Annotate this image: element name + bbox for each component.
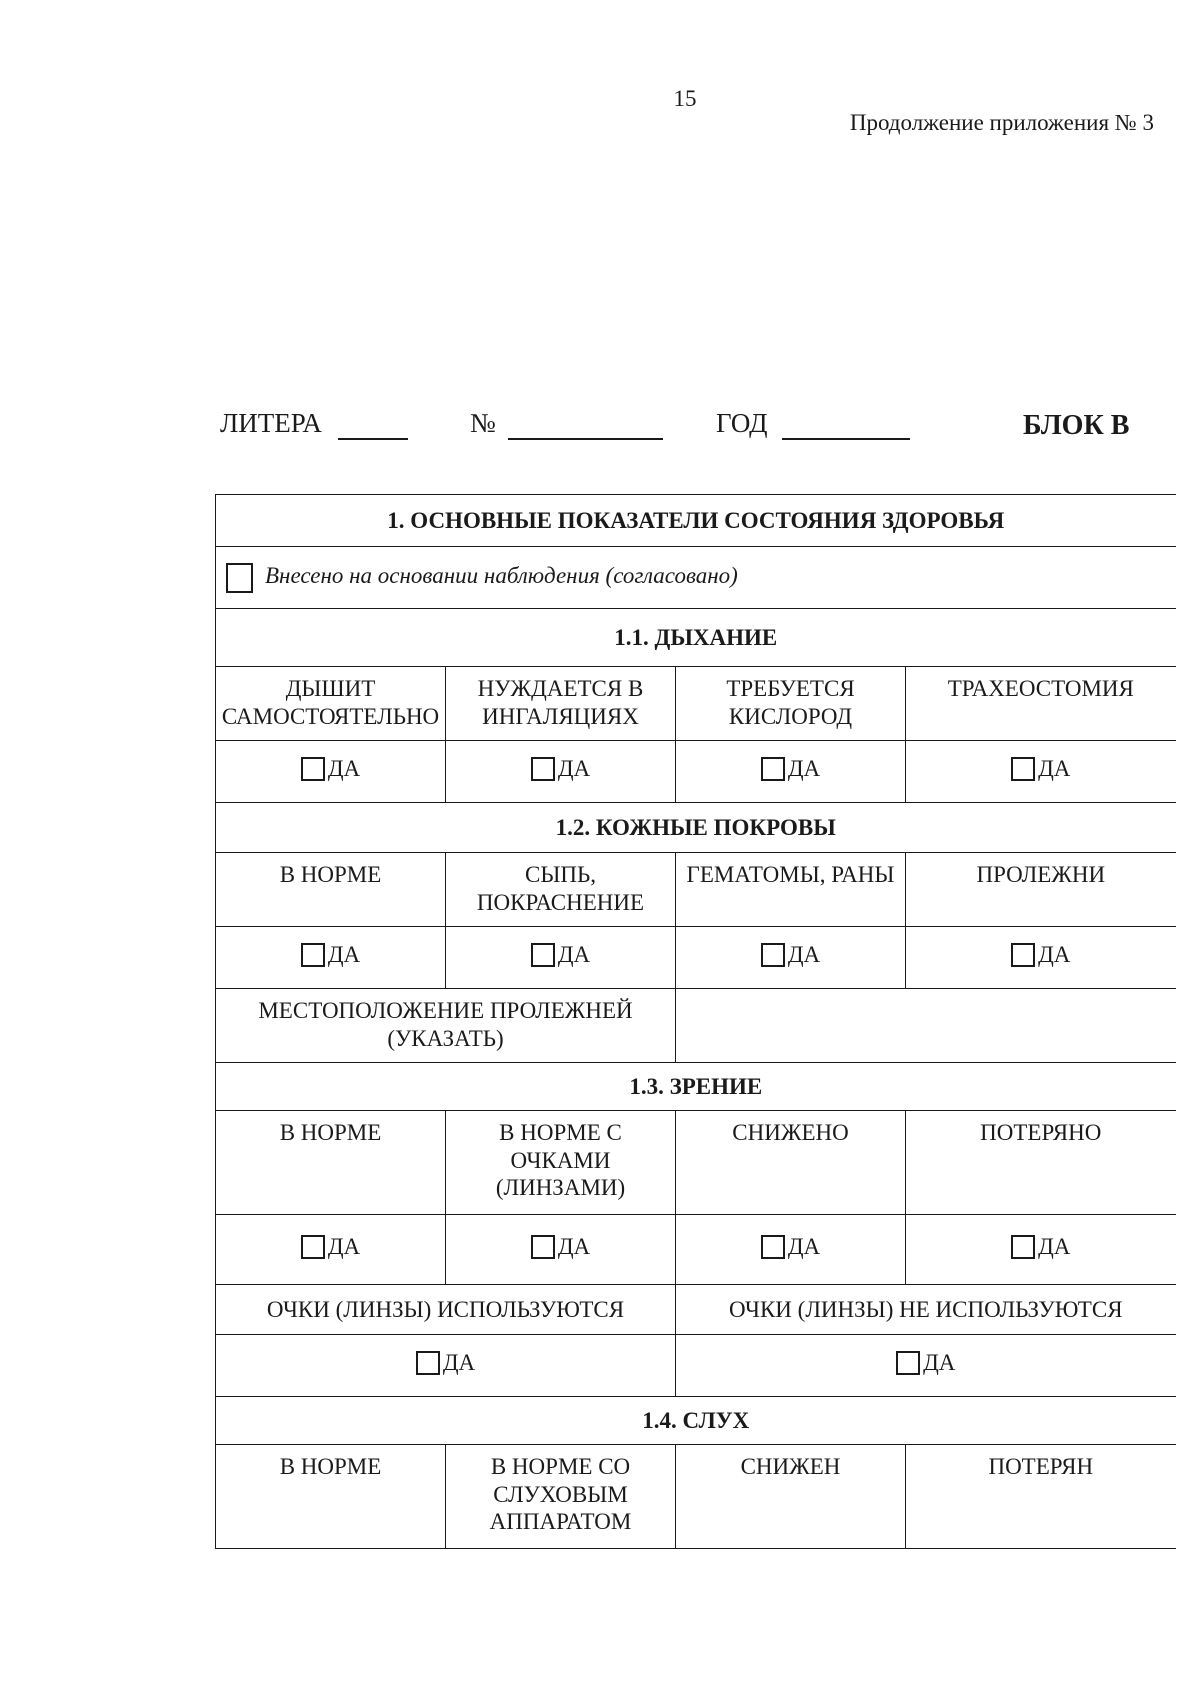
glasses-used-label: ОЧКИ (ЛИНЗЫ) ИСПОЛЬЗУЮТСЯ	[216, 1285, 676, 1335]
hearing-title: 1.4. СЛУХ	[216, 1397, 1176, 1445]
checkbox-label: ДА	[787, 942, 821, 968]
checkbox[interactable]	[1011, 943, 1035, 967]
checkbox[interactable]	[301, 1235, 325, 1259]
number-label: №	[470, 408, 496, 438]
skin-option-label: ПРОЛЕЖНИ	[906, 853, 1176, 927]
observation-checkbox[interactable]	[226, 563, 253, 593]
checkbox-label: ДА	[327, 1234, 361, 1260]
breathing-title: 1.1. ДЫХАНИЕ	[216, 609, 1176, 667]
checkbox-label: ДА	[442, 1350, 476, 1376]
glasses-not-used-label: ОЧКИ (ЛИНЗЫ) НЕ ИСПОЛЬЗУЮТСЯ	[676, 1285, 1176, 1335]
vision-check-cell	[906, 1215, 1176, 1285]
checkbox[interactable]	[761, 1235, 785, 1259]
checkbox-label: ДА	[557, 942, 591, 968]
hearing-option-label: В НОРМЕ СО СЛУХОВЫМ АППАРАТОМ	[446, 1445, 676, 1549]
skin-title: 1.2. КОЖНЫЕ ПОКРОВЫ	[216, 803, 1176, 853]
checkbox-label: ДА	[787, 1234, 821, 1260]
vision-check-cell	[676, 1215, 906, 1285]
checkbox[interactable]	[761, 757, 785, 781]
checkbox-label: ДА	[1038, 942, 1071, 968]
vision-option-label: СНИЖЕНО	[676, 1111, 906, 1215]
checkbox-label: ДА	[1038, 756, 1071, 782]
form-header	[220, 408, 1130, 448]
hearing-option-label: СНИЖЕН	[676, 1445, 906, 1549]
breathing-check-cell	[906, 741, 1176, 803]
checkbox-label: ДА	[557, 756, 591, 782]
checkbox[interactable]	[416, 1351, 440, 1375]
vision-option-label: В НОРМЕ	[216, 1111, 446, 1215]
checkbox[interactable]	[301, 943, 325, 967]
vision-option-label: ПОТЕРЯНО	[906, 1111, 1176, 1215]
block-label: БЛОК В	[1023, 410, 1130, 441]
breathing-check-cell	[676, 741, 906, 803]
vision-check-cell	[446, 1215, 676, 1285]
year-field[interactable]	[782, 438, 910, 440]
skin-option-label: В НОРМЕ	[216, 853, 446, 927]
hearing-option-label: В НОРМЕ	[216, 1445, 446, 1549]
checkbox-label: ДА	[1038, 1234, 1071, 1260]
checkbox-label: ДА	[327, 756, 361, 782]
skin-check-cell	[216, 927, 446, 989]
page-number: 15	[673, 86, 697, 111]
checkbox[interactable]	[1011, 757, 1035, 781]
health-indicators-table	[215, 494, 1176, 1549]
vision-title: 1.3. ЗРЕНИЕ	[216, 1063, 1176, 1111]
litera-field[interactable]	[338, 438, 408, 440]
section1-title: 1. ОСНОВНЫЕ ПОКАЗАТЕЛИ СОСТОЯНИЯ ЗДОРОВЬЯ	[216, 495, 1176, 547]
vision-option-label: В НОРМЕ С ОЧКАМИ (ЛИНЗАМИ)	[446, 1111, 676, 1215]
bedsore-location-label: МЕСТОПОЛОЖЕНИЕ ПРОЛЕЖНЕЙ (УКАЗАТЬ)	[216, 989, 676, 1063]
glasses-not-used-check-cell	[676, 1335, 1176, 1397]
vision-check-cell	[216, 1215, 446, 1285]
breathing-option-label: ДЫШИТ САМОСТОЯТЕЛЬНО	[216, 667, 446, 741]
year-label: ГОД	[716, 408, 768, 438]
checkbox-label: ДА	[557, 1234, 591, 1260]
checkbox[interactable]	[531, 1235, 555, 1259]
checkbox-label: ДА	[923, 1350, 956, 1376]
observation-note	[216, 547, 1176, 609]
checkbox[interactable]	[531, 757, 555, 781]
breathing-option-label: ТРЕБУЕТСЯ КИСЛОРОД	[676, 667, 906, 741]
breathing-check-cell	[216, 741, 446, 803]
breathing-check-cell	[446, 741, 676, 803]
appendix-note: Продолжение приложения № 3	[849, 110, 1154, 135]
checkbox-label: ДА	[327, 942, 361, 968]
checkbox[interactable]	[896, 1351, 920, 1375]
checkbox-label: ДА	[787, 756, 821, 782]
checkbox[interactable]	[1011, 1235, 1035, 1259]
breathing-option-label: НУЖДАЕТСЯ В ИНГАЛЯЦИЯХ	[446, 667, 676, 741]
number-field[interactable]	[508, 438, 663, 440]
skin-option-label: ГЕМАТОМЫ, РАНЫ	[676, 853, 906, 927]
checkbox[interactable]	[301, 757, 325, 781]
breathing-option-label: ТРАХЕОСТОМИЯ	[906, 667, 1176, 741]
checkbox[interactable]	[531, 943, 555, 967]
hearing-option-label: ПОТЕРЯН	[906, 1445, 1176, 1549]
glasses-used-check-cell	[216, 1335, 676, 1397]
observation-note-text: Внесено на основании наблюдения (согласовано)	[265, 563, 738, 589]
litera-label: ЛИТЕРА	[220, 408, 322, 438]
skin-check-cell	[446, 927, 676, 989]
skin-check-cell	[906, 927, 1176, 989]
checkbox[interactable]	[761, 943, 785, 967]
skin-option-label: СЫПЬ, ПОКРАСНЕНИЕ	[446, 853, 676, 927]
skin-check-cell	[676, 927, 906, 989]
bedsore-location-field[interactable]	[676, 989, 1176, 1063]
